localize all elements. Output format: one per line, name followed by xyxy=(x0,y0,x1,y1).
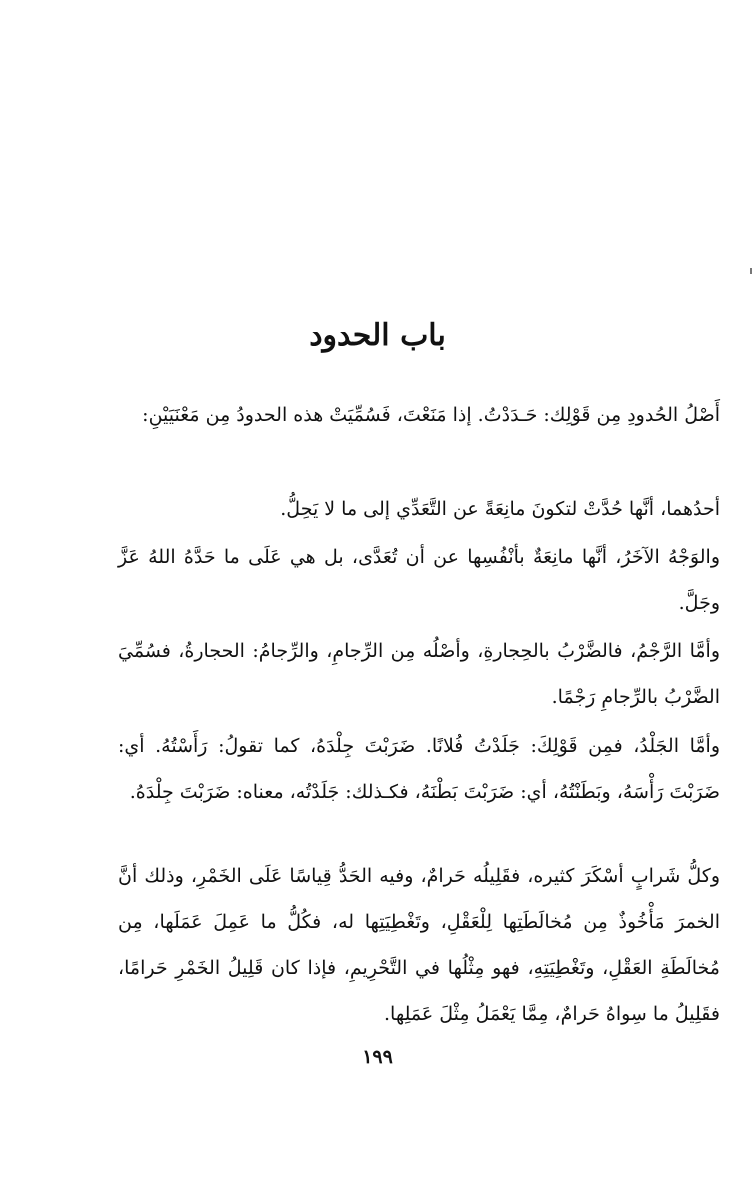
paragraph-rajm: وأمَّا الرَّجْمُ، فالضَّرْبُ بالحِجارةِ، وأصْلُه مِن الرِّجامِ، والرِّجامُ: الحجارةُ، فسُمِّيَ الضَّرْبُ بالرِّجامِ رَجْمًا. xyxy=(118,640,720,708)
chapter-title: باب الحدود xyxy=(309,318,446,353)
page-number: ١٩٩ xyxy=(362,1046,393,1068)
paragraph-intoxicants: وكلُّ شَرابٍ أسْكَرَ كثيره، فقَلِيلُه حَرامٌ، وفيه الحَدُّ قِياسًا عَلَى الخَمْرِ، وذلك أنَّ الخمرَ مَأْخُوذٌ مِن مُخالَطَتِها لِلْعَقْلِ، وتَغْطِيَتِها له، فكُلُّ ما عَمِلَ عَمَلَها، مِن مُخالَطَةِ العَقْلِ، وتَغْطِيَتِهِ، فهو مِثْلُها في التَّحْرِيمِ، فإذا كان قَلِيلُ الخَمْرِ حَرامًا، فقَلِيلُ ما سِواهُ حَرامٌ، مِمَّا يَعْمَلُ مِثْلَ عَمَلِها. xyxy=(118,865,720,1025)
paragraph-first-meaning: أحدُهما، أنَّها حُدَّتْ لتكونَ مانِعَةً عن التَّعَدِّي إلى ما لا يَحِلُّ. xyxy=(280,498,720,520)
paragraph-jald: وأمَّا الجَلْدُ، فمِن قَوْلِكَ: جَلَدْتُ فُلانًا. ضَرَبْتَ جِلْدَهُ، كما تقولُ: رَأَسْتُهُ. أي: ضَرَبْتَ رَأْسَهُ، وبَطَنْتُهُ، أي: ضَرَبْتَ بَطْنَهُ، فكـذلك: جَلَدْتُه، معناه: ضَرَبْتَ جِلْدَهُ. xyxy=(118,735,720,803)
page-edge-mark xyxy=(750,268,752,274)
paragraph-second-meaning: والوَجْهُ الآخَرُ، أنَّها مانِعَةٌ بأنْفُسِها عن أن تُعَدَّى، بل هي عَلَى ما حَدَّهُ اللهُ عَزَّ وجَلَّ. xyxy=(118,546,720,614)
paragraph-origin-of-hudud: أَصْلُ الحُدودِ مِن قَوْلِك: حَـدَدْتُ. إذا مَنَعْتَ، فَسُمِّيَتْ هذه الحدودُ مِن مَعْنَيَيْنِ: xyxy=(142,404,720,426)
